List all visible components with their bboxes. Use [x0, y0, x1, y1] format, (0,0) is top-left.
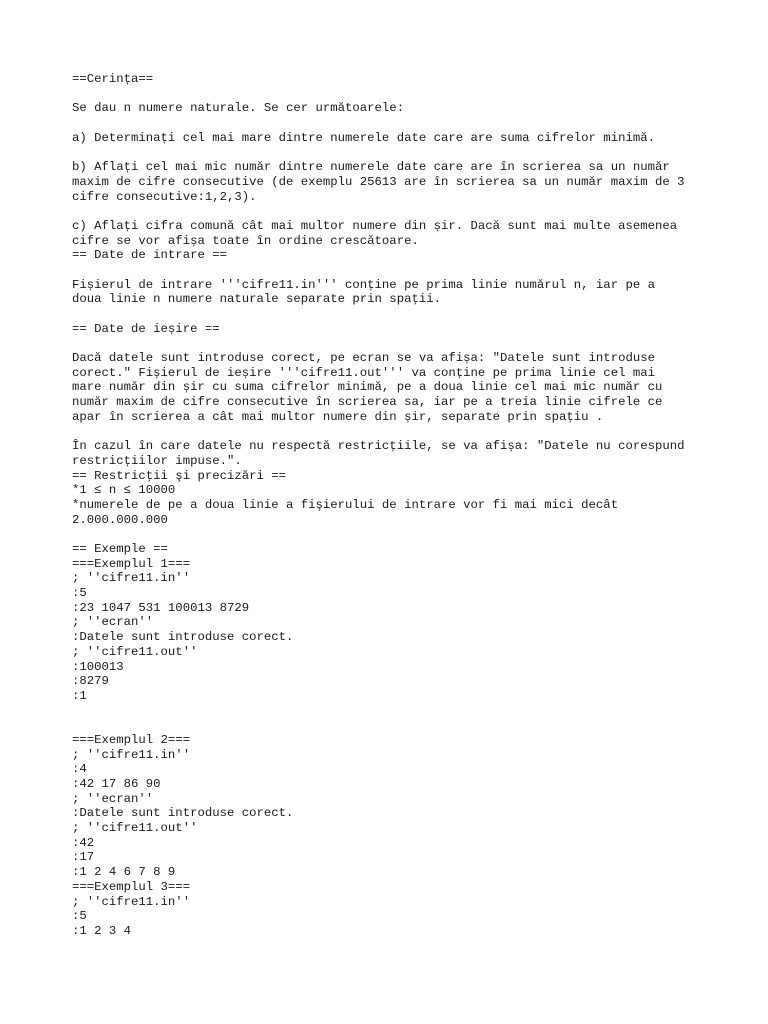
text-line: maxim de cifre consecutive (de exemplu 25613 are în scrierea sa un număr maxim de 3 [72, 174, 685, 189]
text-line: == Restricţii şi precizări == [72, 468, 287, 483]
text-line: ; ''cifre11.in'' [72, 747, 191, 762]
text-line: Fișierul de intrare '''cifre11.in''' conține pe prima linie numărul n, iar pe a [72, 277, 655, 292]
text-line: *1 ≤ n ≤ 10000 [72, 483, 176, 498]
text-line: *numerele de pe a doua linie a fişierului de intrare vor fi mai mici decât [72, 497, 619, 512]
text-line: :100013 [72, 659, 124, 674]
text-line: :17 [72, 850, 95, 865]
blank-line [72, 704, 712, 719]
text-line: restricțiilor impuse.". [72, 453, 242, 468]
text-line: :5 [72, 586, 87, 601]
blank-line [72, 336, 712, 351]
text-line: :Datele sunt introduse corect. [72, 806, 294, 821]
text-line: ; ''ecran'' [72, 615, 154, 630]
text-line: :1 [72, 688, 87, 703]
text-line: :1 2 4 6 7 8 9 [72, 865, 176, 880]
text-line: :5 [72, 909, 87, 924]
text-line: b) Aflați cel mai mic număr dintre numerele date care are în scrierea sa un număr [72, 160, 670, 175]
text-line: mare număr din șir cu suma cifrelor minimă, pe a doua linie cel mai mic număr cu [72, 380, 663, 395]
text-line: 2.000.000.000 [72, 512, 168, 527]
text-line: ; ''ecran'' [72, 791, 154, 806]
text-line: == Exemple == [72, 542, 168, 556]
text-line: apar în scrierea a cât mai multor numere din șir, separate prin spațiu . [72, 409, 604, 424]
text-line: În cazul în care datele nu respectă restricțiile, se va afișa: "Datele nu corespund [72, 439, 685, 454]
text-line: doua linie n numere naturale separate prin spații. [72, 292, 441, 307]
text-line: cifre consecutive:1,2,3). [72, 189, 257, 204]
blank-line [72, 116, 712, 131]
text-line: Dacă datele sunt introduse corect, pe ecran se va afișa: "Datele sunt introduse [72, 351, 655, 366]
text-line: Se dau n numere naturale. Se cer următoarele: [72, 101, 405, 116]
text-line: a) Determinați cel mai mare dintre numerele date care are suma cifrelor minimă. [72, 130, 655, 145]
text-line: ; ''cifre11.out'' [72, 821, 198, 836]
blank-line [72, 145, 712, 160]
blank-line [72, 718, 712, 733]
text-line: ; ''cifre11.in'' [72, 571, 191, 586]
text-line: :42 [72, 835, 95, 850]
blank-line [72, 87, 712, 102]
text-line: ===Exemplul 3=== [72, 879, 191, 894]
text-line: c) Aflați cifra comună cât mai multor numere din șir. Dacă sunt mai multe asemenea [72, 218, 678, 233]
text-line: ; ''cifre11.out'' [72, 644, 198, 659]
blank-line [72, 527, 712, 542]
blank-line [72, 307, 712, 322]
text-line: :1 2 3 4 [72, 923, 132, 938]
text-line: număr maxim de cifre consecutive în scrierea sa, iar pe a treia linie cifrele ce [72, 395, 663, 410]
text-line: == Date de intrare == [72, 248, 227, 263]
text-line: ==Cerința== [72, 72, 154, 86]
blank-line [72, 263, 712, 278]
text-line: :Datele sunt introduse corect. [72, 630, 294, 645]
text-line: :23 1047 531 100013 8729 [72, 600, 250, 615]
text-line: :4 [72, 762, 87, 777]
text-line: ; ''cifre11.in'' [72, 894, 191, 909]
text-line: corect." Fișierul de ieșire '''cifre11.out''' va conține pe prima linie cel mai [72, 365, 655, 380]
blank-line [72, 425, 712, 440]
text-line: :42 17 86 90 [72, 777, 161, 791]
text-line: cifre se vor afișa toate în ordine crescătoare. [72, 233, 419, 248]
text-line: ===Exemplul 1=== [72, 556, 191, 571]
text-line: :8279 [72, 674, 109, 689]
text-line: ===Exemplul 2=== [72, 732, 191, 747]
blank-line [72, 204, 712, 219]
text-line: == Date de ieșire == [72, 321, 220, 336]
document-page [72, 72, 712, 939]
